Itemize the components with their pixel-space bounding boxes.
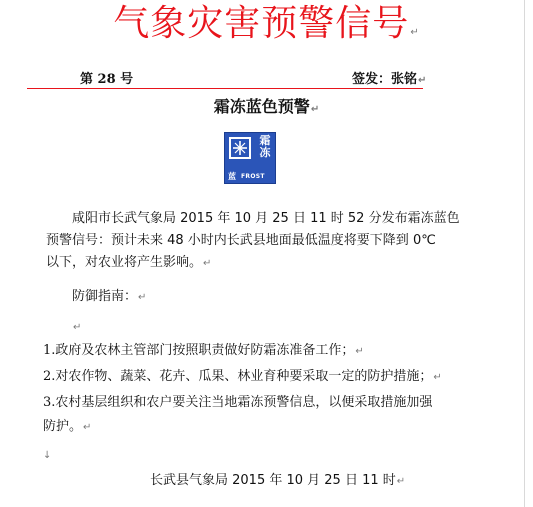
- footer-signature-text: 长武县气象局 2015 年 10 月 25 日 11 时: [150, 473, 396, 488]
- guide-item-3-text: 3.农村基层组织和农户要关注当地霜冻预警信息，以便采取措施加强: [43, 395, 433, 410]
- doc-title: [0, 96, 533, 121]
- issue-row: [0, 68, 533, 86]
- icon-label-cn: 霜冻: [259, 134, 271, 159]
- icon-label-en: FROST: [241, 173, 265, 180]
- paragraph-line-2: [46, 230, 494, 252]
- paragraph-mark: ↵: [310, 104, 320, 115]
- red-divider: [27, 88, 423, 89]
- paragraph-mark: ↵: [355, 346, 364, 357]
- icon-level: 蓝: [228, 172, 236, 181]
- empty-line: [42, 444, 51, 467]
- guide-item-1: [43, 340, 493, 363]
- frost-glyph-icon: [229, 137, 251, 159]
- footer-signature: [150, 470, 405, 493]
- paragraph-mark: ↵: [73, 322, 82, 333]
- paragraph-mark: ↵: [83, 422, 92, 433]
- paragraph-line-3-text: 以下，对农业将产生影响。: [46, 255, 203, 270]
- guide-item-3: [43, 392, 493, 414]
- header-title: [0, 2, 533, 55]
- signer: [352, 68, 426, 87]
- paragraph-line-2-text: 预警信号：预计未来 48 小时内长武县地面最低温度将要下降到 0℃: [46, 233, 436, 248]
- signer-text: 签发：张铭: [352, 72, 418, 87]
- guide-item-2-text: 2.对农作物、蔬菜、花卉、瓜果、林业育种要采取一定的防护措施；: [43, 369, 433, 384]
- paragraph-mark: ↵: [418, 75, 427, 86]
- paragraph-mark: ↵: [396, 476, 406, 487]
- guide-item-3-cont: [43, 416, 493, 439]
- frost-symbol-icon: [231, 139, 249, 157]
- paragraph-mark: ↵: [410, 27, 420, 38]
- guide-item-1-text: 1.政府及农林主管部门按照职责做好防霜冻准备工作；: [43, 343, 355, 358]
- guide-item-2: [43, 366, 493, 389]
- guide-label: [72, 286, 146, 309]
- issue-number: 第 28 号: [80, 72, 134, 87]
- paragraph-mark: ↵: [138, 292, 147, 303]
- header-title-text: 气象灾害预警信号: [113, 3, 410, 44]
- paragraph-mark: ↵: [433, 372, 442, 383]
- guide-label-text: 防御指南：: [72, 289, 138, 304]
- paragraph-line-3: [46, 252, 494, 275]
- space-mark: ↓: [43, 450, 52, 461]
- frost-blue-signal-icon: [224, 132, 276, 184]
- paragraph-line-1-text: 咸阳市长武气象局 2015 年 10 月 25 日 11 时 52 分发布霜冻蓝色: [72, 211, 460, 226]
- guide-item-3-cont-text: 防护。: [43, 419, 83, 434]
- doc-title-text: 霜冻蓝色预警: [213, 97, 310, 116]
- paragraph-mark: ↵: [203, 258, 212, 269]
- paragraph-line-1: [46, 208, 494, 230]
- empty-paragraph: [72, 316, 81, 339]
